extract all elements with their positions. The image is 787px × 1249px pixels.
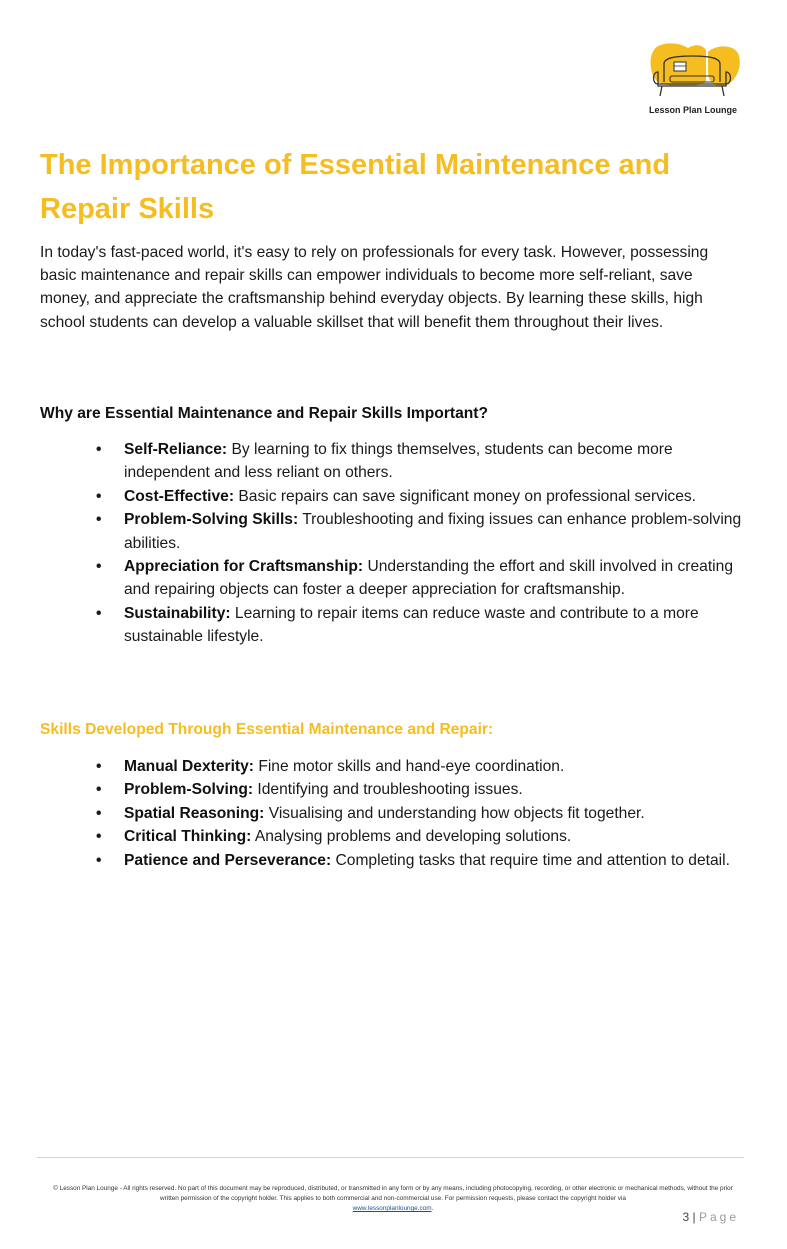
- bullet-icon: •: [96, 851, 102, 869]
- logo-text: Lesson Plan Lounge: [648, 105, 737, 115]
- item-text: Basic repairs can save significant money on professional services.: [234, 487, 697, 505]
- item-term: Self-Reliance:: [124, 441, 228, 458]
- item-term: Appreciation for Craftsmanship:: [124, 558, 364, 576]
- list-item: [96, 849, 749, 872]
- item-term: Patience and Perseverance:: [124, 851, 332, 869]
- page-number-value: 3: [682, 1210, 690, 1224]
- item-text: Understanding the effort and skill involved in creating and repairing objects can foster a deeper appreciation for craftsmanship.: [124, 558, 733, 599]
- page-title: The Importance of Essential Maintenance and Repair Skills: [40, 149, 671, 225]
- item-term: Critical Thinking:: [124, 828, 252, 846]
- section-heading-importance: Why are Essential Maintenance and Repair Skills Important?: [40, 405, 489, 422]
- page-separator: |: [689, 1210, 699, 1224]
- list-item: [96, 485, 749, 508]
- item-term: Sustainability:: [124, 604, 231, 622]
- copyright-text: © Lesson Plan Lounge - All rights reserved. No part of this document may be reproduced, distributed, or transmitted in any form or by any means, including photocopying, recording, or other electronic or mechanical methods, without the prior written permission of the copyright holder. This applies to both commercial and non-commercial use. For permission requests, please contact the copyright holder via: [53, 1185, 733, 1202]
- bullet-icon: •: [96, 511, 102, 529]
- list-item: [96, 802, 749, 825]
- page-word: Page: [698, 1210, 739, 1224]
- brand-logo: [644, 42, 742, 118]
- list-item: [96, 602, 749, 649]
- bullet-icon: •: [96, 487, 102, 505]
- page-number: [682, 1210, 739, 1224]
- item-term: Manual Dexterity:: [124, 758, 254, 775]
- item-term: Problem-Solving Skills:: [124, 511, 299, 529]
- item-term: Cost-Effective:: [124, 487, 235, 505]
- footer-divider: [37, 1157, 744, 1158]
- importance-list: [96, 438, 749, 649]
- item-text: By learning to fix things themselves, students can become more independent and less reliant on others.: [124, 441, 673, 482]
- link-suffix: .: [431, 1205, 434, 1212]
- item-term: Spatial Reasoning:: [124, 804, 265, 822]
- bullet-icon: •: [96, 828, 102, 846]
- item-text: Completing tasks that require time and attention to detail.: [331, 851, 730, 869]
- list-item: [96, 438, 749, 485]
- skills-list: [96, 755, 749, 872]
- list-item: [96, 778, 749, 801]
- footer-copyright: [44, 1184, 742, 1214]
- list-item: [96, 555, 749, 602]
- item-text: Visualising and understanding how objects fit together.: [264, 804, 645, 822]
- bullet-icon: •: [96, 604, 102, 622]
- item-text: Troubleshooting and fixing issues can enhance problem-solving abilities.: [124, 511, 742, 552]
- item-term: Problem-Solving:: [124, 781, 254, 799]
- item-text: Analysing problems and developing solutions.: [251, 828, 572, 846]
- website-link[interactable]: www.lessonplanlounge.com: [352, 1205, 432, 1212]
- list-item: [96, 508, 749, 555]
- bullet-icon: •: [96, 758, 102, 775]
- list-item: [96, 755, 749, 778]
- list-item: [96, 825, 749, 848]
- bullet-icon: •: [96, 781, 102, 799]
- item-text: Fine motor skills and hand-eye coordination.: [253, 758, 565, 775]
- sofa-icon: [644, 42, 742, 104]
- item-text: Learning to repair items can reduce waste and contribute to a more sustainable lifestyle.: [124, 604, 699, 646]
- bullet-icon: •: [96, 441, 102, 458]
- bullet-icon: •: [96, 804, 102, 822]
- intro-paragraph: In today's fast-paced world, it's easy to rely on professionals for every task. However, possessing basic maintenance and repair skills can empower individuals to become more self-reliant, save money, and appreciate the craftsmanship behind everyday objects. By learning these skills, high school students can develop a valuable skillset that will benefit them throughout their lives.: [40, 244, 709, 331]
- section-heading-skills: Skills Developed Through Essential Maintenance and Repair:: [40, 721, 494, 738]
- bullet-icon: •: [96, 558, 102, 576]
- item-text: Identifying and troubleshooting issues.: [253, 781, 523, 799]
